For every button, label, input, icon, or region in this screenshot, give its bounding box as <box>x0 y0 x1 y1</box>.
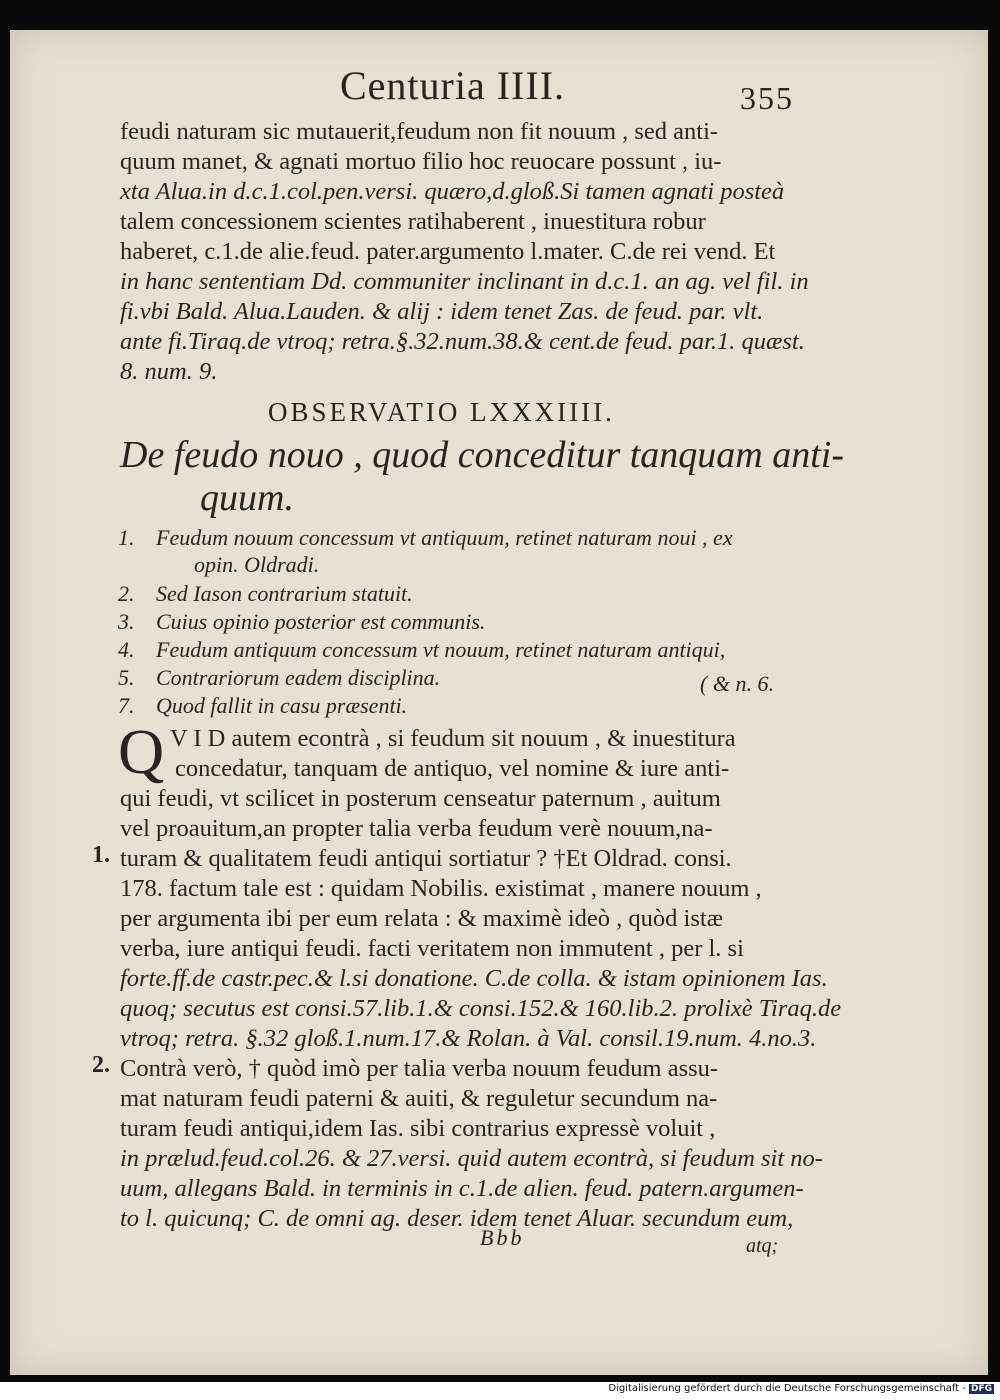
page-number: 355 <box>740 80 794 116</box>
text-line: to l. quicunq; C. de omni ag. deser. idem tenet Aluar. secundum eum, <box>120 1205 794 1232</box>
catchword: atq; <box>746 1235 779 1257</box>
text-line: concedatur, tanquam de antiquo, vel nomine & iure anti- <box>175 755 730 782</box>
text-line: quoq; secutus est consi.57.lib.1.& consi.152.& 160.lib.2. prolixè Tiraq.de <box>120 995 842 1022</box>
summary-text: Contrariorum eadem disciplina. <box>156 665 441 690</box>
text-line: forte.ff.de castr.pec.& l.si donatione. C.de colla. & istam opinionem Ias. <box>120 965 828 992</box>
observation-title: De feudo nouo , quod conceditur tanquam anti- <box>120 434 845 476</box>
footer-credit <box>608 1383 994 1394</box>
text-line: 178. factum tale est : quidam Nobilis. existimat , manere nouum , <box>120 875 762 902</box>
summary-item <box>118 581 413 607</box>
text-line: mat naturam feudi paterni & auiti, & reguletur secundum na- <box>120 1085 718 1112</box>
summary-text: Cuius opinio posterior est communis. <box>156 609 486 634</box>
drop-capital: Q <box>118 716 165 787</box>
summary-item <box>118 637 725 663</box>
text-line: talem concessionem scientes ratihaberent , inuestitura robur <box>120 208 706 235</box>
running-header: Centuria IIII. <box>340 63 566 108</box>
margin-number: 1. <box>92 842 110 868</box>
signature-mark: Bbb <box>480 1225 525 1250</box>
summary-item <box>194 552 319 578</box>
text-line: V I D autem econtrà , si feudum sit nouum , & inuestitura <box>170 725 736 752</box>
text-line: per argumenta ibi per eum relata : & maximè ideò , quòd istæ <box>120 905 724 932</box>
text-line: turam & qualitatem feudi antiqui sortiatur ? †Et Oldrad. consi. <box>120 845 732 872</box>
text-line: fi.vbi Bald. Alua.Lauden. & alij : idem tenet Zas. de feud. par. vlt. <box>120 298 764 325</box>
summary-text: Quod fallit in casu præsenti. <box>156 693 408 718</box>
text-line: 8. num. 9. <box>120 358 218 385</box>
text-line: Contrà verò, † quòd imò per talia verba nouum feudum assu- <box>120 1055 719 1082</box>
summary-item <box>118 665 440 691</box>
summary-text: Feudum nouum concessum vt antiquum, retinet naturam noui , ex <box>156 525 733 550</box>
summary-aside: ( & n. 6. <box>700 671 774 696</box>
text-line: qui feudi, vt scilicet in posterum censeatur paternum , auitum <box>120 785 721 812</box>
summary-item <box>118 609 485 635</box>
text-line: verba, iure antiqui feudi. facti veritatem non immutent , per l. si <box>120 935 744 962</box>
summary-number: 5. <box>118 665 135 690</box>
observation-title-cont: quum. <box>200 477 294 519</box>
dfg-logo: DFG <box>970 1384 992 1394</box>
summary-text: opin. Oldradi. <box>194 552 320 577</box>
summary-text: Feudum antiquum concessum vt nouum, retinet naturam antiqui, <box>156 637 726 662</box>
text-line: feudi naturam sic mutauerit,feudum non fit nouum , sed anti- <box>120 118 719 145</box>
summary-item <box>118 525 733 551</box>
text-line: xta Alua.in d.c.1.col.pen.versi. quæro,d.gloß.Si tamen agnati posteà <box>120 178 785 205</box>
text-line: turam feudi antiqui,idem Ias. sibi contrarius expressè voluit , <box>120 1115 716 1142</box>
summary-number: 2. <box>118 581 135 606</box>
text-line: vtroq; retra. §.32 gloß.1.num.17.& Rolan. à Val. consil.19.num. 4.no.3. <box>120 1025 817 1052</box>
book-page <box>10 30 988 1375</box>
text-line: uum, allegans Bald. in terminis in c.1.de alien. feud. patern.argumen- <box>120 1175 804 1202</box>
footer-text: Digitalisierung gefördert durch die Deutsche Forschungsgemeinschaft - <box>608 1383 966 1394</box>
summary-number: 3. <box>118 609 135 634</box>
summary-number: 1. <box>118 525 135 550</box>
summary-number: 4. <box>118 637 135 662</box>
text-line: quum manet, & agnati mortuo filio hoc reuocare possunt , iu- <box>120 148 722 175</box>
summary-text: Sed Iason contrarium statuit. <box>156 581 413 606</box>
observation-heading: OBSERVATIO LXXXIIII. <box>268 397 615 427</box>
text-line: in hanc sententiam Dd. communiter inclinant in d.c.1. an ag. vel fil. in <box>120 268 809 295</box>
text-line: in prælud.feud.col.26. & 27.versi. quid autem econtrà, si feudum sit no- <box>120 1145 823 1172</box>
summary-number: 7. <box>118 693 135 718</box>
text-line: vel proauitum,an propter talia verba feudum verè nouum,na- <box>120 815 713 842</box>
text-line: ante fi.Tiraq.de vtroq; retra.§.32.num.38.& cent.de feud. par.1. quæst. <box>120 328 805 355</box>
margin-number: 2. <box>92 1052 110 1078</box>
text-line: haberet, c.1.de alie.feud. pater.argumento l.mater. C.de rei vend. Et <box>120 238 776 265</box>
